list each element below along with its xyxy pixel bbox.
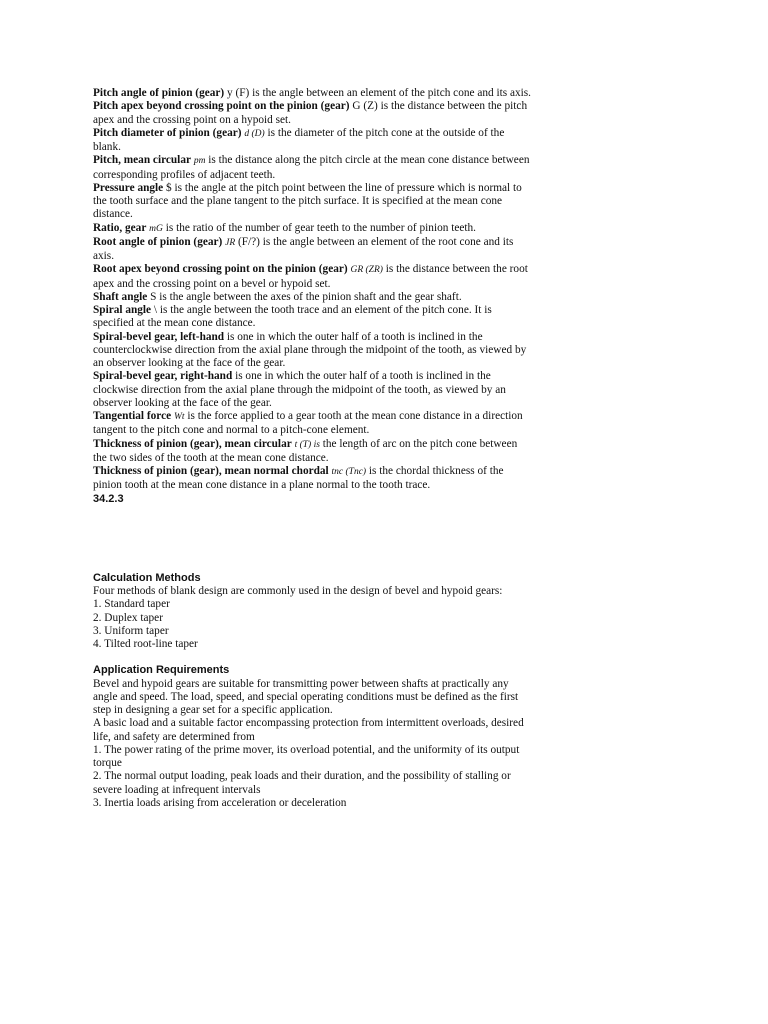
definition-symbol: mG: [149, 223, 163, 234]
definition-term: Thickness of pinion (gear), mean circular: [93, 437, 292, 450]
definition-item: [93, 236, 533, 264]
definition-term: Root angle of pinion (gear): [93, 235, 223, 248]
list-item: 4. Tilted root-line taper: [93, 638, 198, 650]
definition-text: is the chordal thickness of the pinion tooth at the mean cone distance in a plane normal to the tooth trace.: [93, 465, 504, 492]
definition-term: Ratio, gear: [93, 221, 147, 234]
definition-text: the length of arc on the pitch cone between the two sides of the tooth at the mean cone distance.: [93, 437, 518, 464]
definition-text: is one in which the outer half of a tooth is inclined in the counterclockwise direction from the axial plane through the midpoint of the tooth, as viewed by an observer looking at the face of the gear.: [93, 330, 527, 369]
definition-symbol: JR: [225, 237, 236, 248]
definition-item: [93, 222, 533, 236]
definition-item: [93, 291, 533, 304]
definition-term: Pressure angle: [93, 181, 164, 194]
list-item: 2. Duplex taper: [93, 611, 163, 624]
list-item: 1. Standard taper: [93, 598, 170, 611]
definition-item: [93, 263, 533, 291]
definition-symbol: pm: [193, 156, 206, 167]
definition-symbol: Wt: [173, 412, 185, 422]
definition-symbol: GR (ZR): [350, 265, 383, 276]
definition-term: Pitch apex beyond crossing point on the pinion (gear): [93, 100, 350, 113]
calculation-intro: Four methods of blank design are commonly used in the design of bevel and hypoid gears:: [93, 585, 503, 597]
definition-text: is the angle between an element of the root cone and its axis.: [93, 235, 514, 262]
application-paragraph: A basic load and a suitable factor encompassing protection from intermittent overloads, desired life, and safety are determined from: [93, 717, 524, 743]
definition-term: Root apex beyond crossing point on the pinion (gear): [93, 263, 348, 276]
definition-symbol: \: [153, 304, 158, 316]
definition-symbol: y (F): [227, 87, 250, 99]
calculation-methods-section: [93, 572, 533, 652]
definition-text: is the diameter of the pitch cone at the outside of the blank.: [93, 126, 505, 153]
definition-term: Shaft angle: [93, 290, 148, 303]
definition-term: Pitch diameter of pinion (gear): [93, 126, 242, 139]
definition-symbol: t (T) is: [294, 439, 320, 450]
definition-item: [93, 304, 533, 331]
definition-item: [93, 127, 533, 155]
list-item: 2. The normal output loading, peak loads and their duration, and the possibility of stalling or severe loading at infrequent intervals: [93, 770, 511, 796]
definition-text: is the angle at the pitch point between the line of pressure which is normal to the tooth surface and the plane tangent to the pitch surface. It is specified at the mean cone distance.: [93, 181, 522, 221]
definition-symbol: G (Z): [352, 100, 378, 113]
definition-term: Tangential force: [93, 410, 172, 422]
definition-symbol: S: [150, 290, 157, 303]
calculation-methods-heading: Calculation Methods: [93, 571, 201, 584]
definition-text: is the distance between the root apex and the crossing point on a bevel or hypoid set.: [93, 263, 528, 290]
definition-item: [93, 182, 533, 222]
definition-text: is the ratio of the number of gear teeth to the number of pinion teeth.: [165, 221, 476, 234]
definition-item: [93, 438, 533, 466]
definition-symbol: $: [166, 181, 172, 194]
definition-item: [93, 465, 533, 493]
definition-text: is the force applied to a gear tooth at the mean cone distance in a direction tangent to the pitch cone and normal to a pitch-cone element.: [93, 410, 523, 437]
definition-term: Spiral angle: [93, 304, 152, 316]
application-requirements-list: [93, 744, 533, 810]
definition-item: [93, 331, 533, 371]
list-item: 3. Uniform taper: [93, 624, 169, 637]
definition-text: is the distance between the pitch apex and the crossing point on a hypoid set.: [93, 100, 528, 126]
application-paragraph: Bevel and hypoid gears are suitable for transmitting power between shafts at practically any angle and speed. The load, speed, and special operating conditions must be defined as the first step in designing a gear set for a specific application.: [93, 677, 519, 716]
application-requirements-heading: Application Requirements: [93, 664, 230, 677]
definitions-list: [93, 87, 533, 493]
definition-symbol: d (D): [244, 128, 265, 139]
definition-text: is the angle between an element of the pitch cone and its axis.: [252, 87, 531, 99]
definition-symbol: tnc (Tnc): [331, 467, 367, 477]
definition-item: [93, 370, 533, 410]
definition-term: Pitch, mean circular: [93, 154, 191, 167]
definition-term: Pitch angle of pinion (gear): [93, 87, 225, 99]
list-item: 3. Inertia loads arising from acceleration or deceleration: [93, 796, 347, 809]
calculation-methods-list: [93, 598, 533, 651]
definition-text: is the angle between the axes of the pinion shaft and the gear shaft.: [159, 290, 462, 303]
definition-item: [93, 87, 533, 100]
document-page: [93, 87, 533, 810]
definition-item: [93, 410, 533, 438]
definition-term: Spiral-bevel gear, right-hand: [93, 370, 233, 383]
definition-text: is the distance along the pitch circle at the mean cone distance between corresponding profiles of adjacent teeth.: [93, 154, 530, 181]
definition-text: is the angle between the tooth trace and an element of the pitch cone. It is specified at the mean cone distance.: [93, 304, 492, 330]
definition-item: [93, 154, 533, 182]
application-requirements-section: [93, 664, 533, 810]
definition-term: Spiral-bevel gear, left-hand: [93, 330, 225, 343]
section-number: 34.2.3: [93, 492, 124, 505]
definition-term: Thickness of pinion (gear), mean normal chordal: [93, 465, 329, 477]
definition-symbol-extra: (F/?): [237, 235, 260, 248]
list-item: 1. The power rating of the prime mover, its overload potential, and the uniformity of its output torque: [93, 743, 520, 769]
definition-text: is one in which the outer half of a tooth is inclined in the clockwise direction from the axial plane through the midpoint of the tooth, as viewed by an observer looking at the face of the gear.: [93, 370, 506, 409]
definition-item: [93, 100, 533, 127]
